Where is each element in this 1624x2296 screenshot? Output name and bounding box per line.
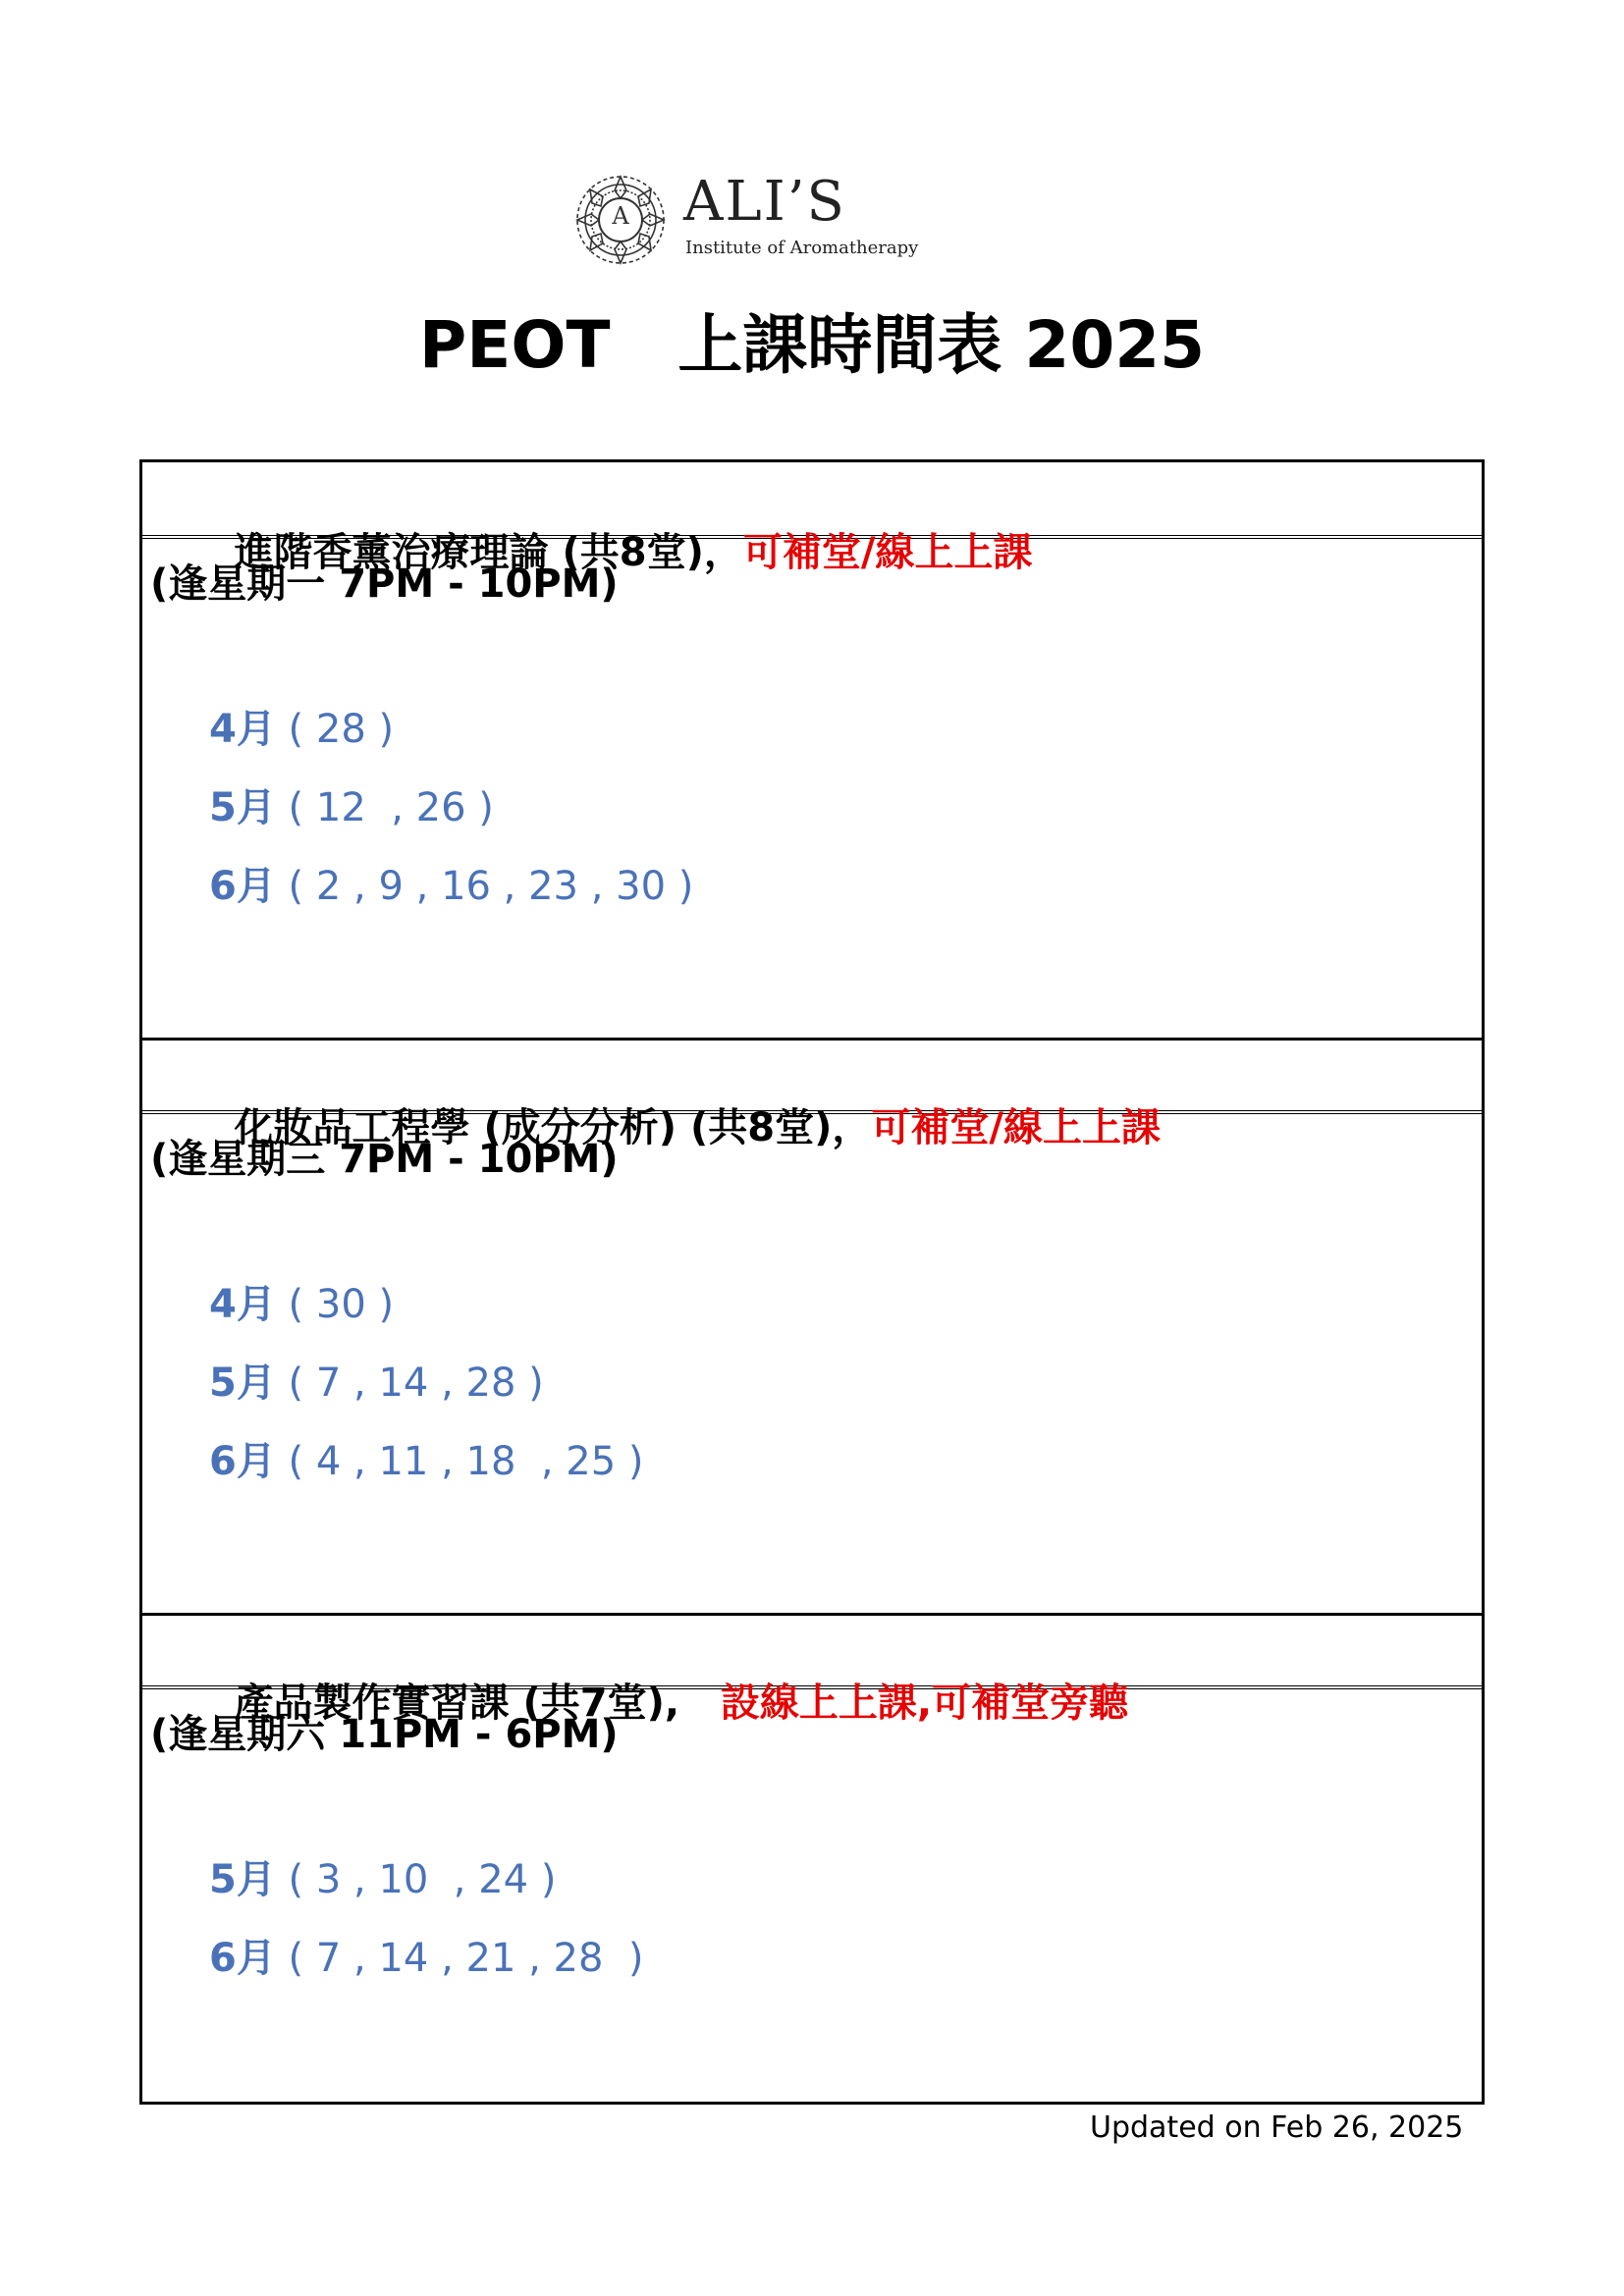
logo-name: ALI’S	[683, 170, 846, 234]
schedule-date-row	[209, 1352, 544, 1408]
updated-date: Updated on Feb 26, 2025	[1090, 2110, 1464, 2145]
schedule-date-row	[209, 1927, 644, 1983]
course-header-2	[142, 1038, 1482, 1150]
month-label: 6月	[209, 1936, 276, 1981]
day-list: ( 7 , 14 , 28 )	[275, 1361, 544, 1406]
schedule-table	[139, 459, 1485, 2105]
day-list: ( 30 )	[275, 1282, 395, 1327]
day-list: ( 2 , 9 , 16 , 23 , 30 )	[275, 864, 694, 909]
month-label: 6月	[209, 864, 276, 909]
course-note: 可補堂/線上上課	[871, 1105, 1161, 1150]
course-note: 設線上上課,可補堂旁聽	[720, 1681, 1129, 1726]
course-header-3	[142, 1613, 1482, 1726]
schedule-date-row	[209, 776, 494, 832]
month-label: 5月	[209, 785, 276, 830]
institute-logo	[566, 171, 958, 269]
course-time: (逢星期三 7PM - 10PM)	[150, 1137, 619, 1182]
day-list: ( 7 , 14 , 21 , 28 )	[275, 1936, 644, 1981]
month-label: 5月	[209, 1361, 276, 1406]
page-title: PEOT 上課時間表 2025	[418, 307, 1206, 383]
month-label: 5月	[209, 1857, 276, 1902]
course-time: (逢星期一 7PM - 10PM)	[150, 561, 619, 607]
schedule-date-row	[209, 698, 394, 754]
course-note: 可補堂/線上上課	[742, 530, 1033, 575]
day-list: ( 28 )	[275, 707, 395, 752]
logo-tagline: Institute of Aromatherapy	[685, 238, 919, 258]
day-list: ( 12 , 26 )	[275, 785, 494, 830]
schedule-date-row	[209, 1848, 556, 1904]
logo-initial: A	[612, 202, 629, 230]
schedule-date-row	[209, 1273, 394, 1329]
month-label: 4月	[209, 1282, 276, 1327]
course-title: 化妝品工程學 (成分分析) (共8堂)，	[234, 1105, 872, 1150]
day-list: ( 3 , 10 , 24 )	[275, 1857, 557, 1902]
month-label: 6月	[209, 1439, 276, 1484]
course-title: 產品製作實習課 (共7堂),	[234, 1681, 721, 1726]
schedule-date-row	[209, 855, 693, 911]
day-list: ( 4 , 11 , 18 , 25 )	[275, 1439, 644, 1484]
schedule-date-row	[209, 1430, 644, 1486]
course-header-1	[142, 462, 1482, 575]
course-title: 進階香薰治療理論 (共8堂)，	[234, 530, 743, 575]
month-label: 4月	[209, 707, 276, 752]
course-time: (逢星期六 11PM - 6PM)	[150, 1712, 619, 1757]
